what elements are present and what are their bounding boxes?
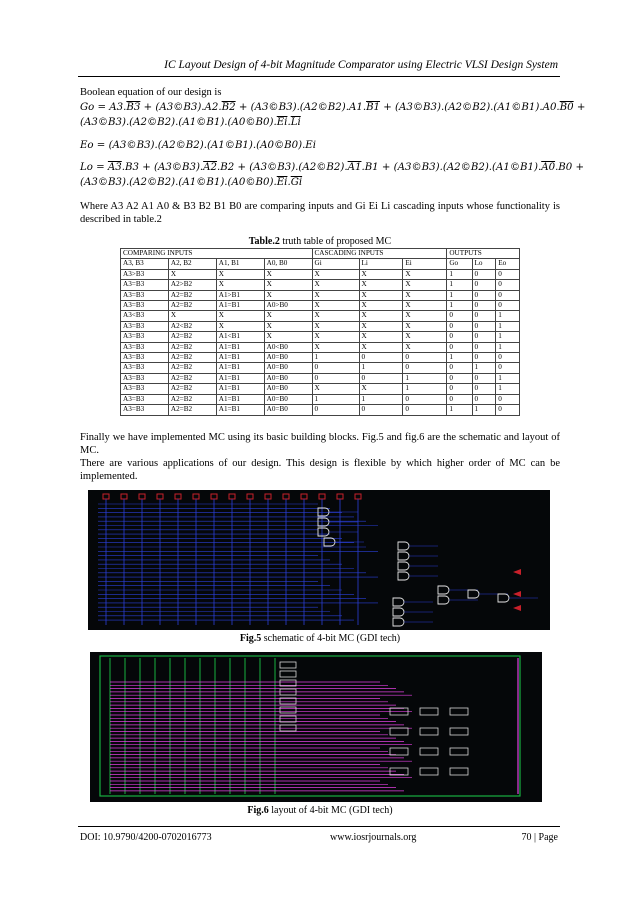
output-pin-marker bbox=[513, 569, 521, 575]
logic-gate-symbol bbox=[498, 594, 509, 602]
transistor-cell bbox=[390, 768, 408, 775]
equation-term: + (A3©B3).(A2©B2).(A1©B1).A0. bbox=[380, 102, 560, 113]
fig5-caption-text: schematic of 4-bit MC (GDI tech) bbox=[261, 633, 401, 644]
transistor-cell bbox=[420, 768, 438, 775]
truth-table bbox=[120, 248, 520, 416]
table-cell: X bbox=[403, 269, 447, 279]
equation-term: Go = bbox=[80, 102, 110, 113]
input-pin-marker bbox=[283, 494, 289, 499]
logic-gate-symbol bbox=[398, 562, 409, 570]
equation-term: A3 bbox=[107, 162, 122, 173]
table-cell: 1 bbox=[312, 394, 359, 404]
equation-term: . bbox=[287, 117, 291, 128]
table-cell: A2=B2 bbox=[168, 373, 216, 383]
table-cell: 0 bbox=[472, 342, 496, 352]
equation-term: A3. bbox=[109, 102, 127, 113]
equation-term: A2 bbox=[204, 102, 219, 113]
table-cell: X bbox=[264, 311, 312, 321]
equation-go-line2 bbox=[80, 115, 560, 130]
equation-term: . bbox=[218, 102, 222, 113]
table-cell: X bbox=[264, 332, 312, 342]
equation-term: B3 bbox=[126, 102, 141, 113]
output-pin-marker bbox=[513, 591, 521, 597]
table-cell: 1 bbox=[447, 353, 472, 363]
transistor-cell bbox=[450, 768, 468, 775]
table-cell: 0 bbox=[472, 269, 496, 279]
logic-gate-symbol bbox=[398, 552, 409, 560]
table-cell: X bbox=[359, 384, 403, 394]
table-cell: X bbox=[216, 311, 264, 321]
logic-gate-symbol bbox=[398, 542, 409, 550]
table-row bbox=[121, 405, 520, 415]
table-cell: A2=B2 bbox=[168, 332, 216, 342]
table-cell: 0 bbox=[496, 363, 520, 373]
equation-term: A2 bbox=[203, 162, 218, 173]
table-cell: X bbox=[312, 332, 359, 342]
table-cell: X bbox=[403, 332, 447, 342]
table-cell: 1 bbox=[496, 321, 520, 331]
table-row bbox=[121, 373, 520, 383]
table-cell: X bbox=[359, 342, 403, 352]
table-row bbox=[121, 290, 520, 300]
equation-lo-line1 bbox=[80, 160, 585, 175]
table-cell: X bbox=[264, 280, 312, 290]
input-pin-marker bbox=[139, 494, 145, 499]
table-cell: 0 bbox=[403, 363, 447, 373]
table-group-header: COMPARING INPUTS bbox=[121, 249, 313, 259]
table-group-header-row bbox=[121, 249, 520, 259]
equation-term: $\overline{Ei}$ bbox=[276, 177, 288, 188]
table-column-header: A0, B0 bbox=[264, 259, 312, 269]
table-cell: 0 bbox=[447, 363, 472, 373]
table-cell: 0 bbox=[312, 405, 359, 415]
table-cell: A1=B1 bbox=[216, 394, 264, 404]
figure-schematic bbox=[88, 490, 550, 630]
input-pin-marker bbox=[319, 494, 325, 499]
table-row bbox=[121, 363, 520, 373]
equation-term: A0 bbox=[541, 162, 556, 173]
table-cell: 1 bbox=[447, 405, 472, 415]
equation-go-line1 bbox=[80, 100, 586, 115]
table-cell: 1 bbox=[496, 332, 520, 342]
equation-term: $\overline{Gi}$ bbox=[290, 177, 303, 188]
table-cell: 0 bbox=[472, 373, 496, 383]
table-cell: A0=B0 bbox=[264, 353, 312, 363]
logic-gate-symbol bbox=[398, 572, 409, 580]
fig5-label: Fig.5 bbox=[239, 633, 262, 644]
table-cell: 0 bbox=[472, 384, 496, 394]
table-cell: A1=B1 bbox=[216, 301, 264, 311]
equation-term: B2 bbox=[221, 102, 236, 113]
equation-term: B1 bbox=[366, 102, 381, 113]
table-cell: X bbox=[168, 311, 216, 321]
logic-gate-symbol bbox=[318, 508, 329, 516]
equation-term: B0 bbox=[559, 102, 574, 113]
equation-term: + bbox=[573, 102, 586, 113]
applications-paragraph: There are various applications of our design. This design is flexible by which higher order of MC can be implemented. bbox=[80, 458, 560, 482]
table-row bbox=[121, 342, 520, 352]
table-cell: X bbox=[403, 290, 447, 300]
input-pin-marker bbox=[121, 494, 127, 499]
table-cell: 1 bbox=[447, 280, 472, 290]
table-cell: 0 bbox=[472, 321, 496, 331]
table-row bbox=[121, 384, 520, 394]
table-column-header: A2, B2 bbox=[168, 259, 216, 269]
table-cell: X bbox=[216, 280, 264, 290]
table-cell: X bbox=[359, 280, 403, 290]
table-cell: 0 bbox=[447, 394, 472, 404]
input-pin-marker bbox=[265, 494, 271, 499]
table-cell: A3=B3 bbox=[121, 321, 169, 331]
table-column-header: Lo bbox=[472, 259, 496, 269]
transistor-cell bbox=[450, 748, 468, 755]
header-rule bbox=[78, 76, 560, 77]
table-row bbox=[121, 311, 520, 321]
table-cell: A2=B2 bbox=[168, 363, 216, 373]
table-cell: X bbox=[312, 321, 359, 331]
table-cell: 0 bbox=[359, 353, 403, 363]
fig5-caption bbox=[80, 633, 560, 644]
table-cell: 0 bbox=[496, 353, 520, 363]
table-cell: 1 bbox=[447, 301, 472, 311]
table-cell: 1 bbox=[403, 384, 447, 394]
table-cell: A1=B1 bbox=[216, 342, 264, 352]
transistor-cell bbox=[280, 671, 296, 677]
table-cell: 1 bbox=[312, 353, 359, 363]
table-cell: A3=B3 bbox=[121, 405, 169, 415]
table-cell: A1=B1 bbox=[216, 405, 264, 415]
logic-gate-symbol bbox=[468, 590, 479, 598]
table-cell: A3=B3 bbox=[121, 394, 169, 404]
table-column-header: A3, B3 bbox=[121, 259, 169, 269]
table-cell: 0 bbox=[496, 269, 520, 279]
table-cell: X bbox=[312, 301, 359, 311]
equation-term: A1 bbox=[347, 162, 362, 173]
table-cell: A1=B1 bbox=[216, 353, 264, 363]
table-cell: 0 bbox=[472, 332, 496, 342]
table-cell: A2=B2 bbox=[168, 384, 216, 394]
table-cell: X bbox=[168, 269, 216, 279]
table-cell: 0 bbox=[472, 290, 496, 300]
table-cell: A2=B2 bbox=[168, 405, 216, 415]
table-cell: 0 bbox=[472, 301, 496, 311]
input-pin-marker bbox=[247, 494, 253, 499]
logic-gate-symbol bbox=[393, 598, 404, 606]
table-cell: 0 bbox=[472, 394, 496, 404]
equation-term: $\overline{Ei}$ bbox=[276, 117, 288, 128]
table-cell: 1 bbox=[496, 384, 520, 394]
input-pin-marker bbox=[355, 494, 361, 499]
table-cell: X bbox=[264, 269, 312, 279]
table-cell: X bbox=[359, 301, 403, 311]
table-cell: X bbox=[359, 321, 403, 331]
equation-term: + (A3©B3). bbox=[140, 102, 205, 113]
transistor-cell bbox=[390, 748, 408, 755]
table-cell: 0 bbox=[447, 311, 472, 321]
table-cell: A0=B0 bbox=[264, 394, 312, 404]
table-cell: X bbox=[359, 290, 403, 300]
table-cell: A0>B0 bbox=[264, 301, 312, 311]
table-cell: 0 bbox=[496, 301, 520, 311]
table-column-header: Gi bbox=[312, 259, 359, 269]
table-cell: 1 bbox=[403, 373, 447, 383]
table-cell: 1 bbox=[496, 373, 520, 383]
table-cell: X bbox=[216, 321, 264, 331]
logic-gate-symbol bbox=[393, 618, 404, 626]
table-cell: A1=B1 bbox=[216, 363, 264, 373]
table-cell: A3<B3 bbox=[121, 311, 169, 321]
table-cell: A2=B2 bbox=[168, 394, 216, 404]
transistor-cell bbox=[420, 748, 438, 755]
transistor-cell bbox=[280, 698, 296, 704]
input-pin-marker bbox=[193, 494, 199, 499]
table-cell: A0=B0 bbox=[264, 373, 312, 383]
where-paragraph: Where A3 A2 A1 A0 & B3 B2 B1 B0 are comparing inputs and Gi Ei Li cascading inputs whose functionality is described in table.2 bbox=[80, 201, 560, 225]
table-cell: A3=B3 bbox=[121, 342, 169, 352]
table-cell: X bbox=[403, 301, 447, 311]
intro-text: Boolean equation of our design is bbox=[80, 87, 222, 98]
table-header-row bbox=[121, 259, 520, 269]
running-title: IC Layout Design of 4-bit Magnitude Comparator using Electric VLSI Design System bbox=[164, 59, 558, 71]
equation-term: (A3©B3).(A2©B2).(A1©B1).(A0©B0). bbox=[80, 177, 277, 188]
table-cell: X bbox=[312, 269, 359, 279]
table-cell: 0 bbox=[359, 405, 403, 415]
table-cell: X bbox=[359, 269, 403, 279]
table-cell: 1 bbox=[359, 363, 403, 373]
table-cell: A1<B1 bbox=[216, 332, 264, 342]
table-cell: A2=B2 bbox=[168, 353, 216, 363]
table-cell: 0 bbox=[403, 405, 447, 415]
logic-gate-symbol bbox=[318, 528, 329, 536]
logic-gate-symbol bbox=[324, 538, 335, 546]
table-cell: A3=B3 bbox=[121, 353, 169, 363]
fig6-label: Fig.6 bbox=[247, 805, 269, 816]
table-cell: 0 bbox=[312, 363, 359, 373]
finally-paragraph: Finally we have implemented MC using its basic building blocks. Fig.5 and fig.6 are the schematic and layout of MC. bbox=[80, 432, 560, 456]
input-pin-marker bbox=[301, 494, 307, 499]
table-cell: 0 bbox=[447, 321, 472, 331]
table-cell: 0 bbox=[447, 342, 472, 352]
table-cell: 0 bbox=[496, 405, 520, 415]
table-cell: X bbox=[312, 342, 359, 352]
footer-site: www.iosrjournals.org bbox=[330, 832, 417, 843]
table-cell: 0 bbox=[472, 311, 496, 321]
table-column-header: A1, B1 bbox=[216, 259, 264, 269]
table-row bbox=[121, 280, 520, 290]
equation-lo-line2 bbox=[80, 175, 560, 190]
fig6-caption bbox=[80, 805, 560, 816]
table-cell: X bbox=[312, 311, 359, 321]
table-cell: X bbox=[312, 384, 359, 394]
table-column-header: Li bbox=[359, 259, 403, 269]
table-row bbox=[121, 269, 520, 279]
table-cell: X bbox=[312, 280, 359, 290]
table-caption bbox=[80, 236, 560, 247]
table-cell: 0 bbox=[472, 280, 496, 290]
table-cell: X bbox=[264, 321, 312, 331]
table-cell: 1 bbox=[472, 405, 496, 415]
table-cell: 1 bbox=[447, 290, 472, 300]
equation-term: . bbox=[287, 177, 291, 188]
transistor-cell bbox=[280, 662, 296, 668]
input-pin-marker bbox=[175, 494, 181, 499]
table-cell: A2=B2 bbox=[168, 301, 216, 311]
transistor-cell bbox=[450, 728, 468, 735]
table-cell: 0 bbox=[472, 353, 496, 363]
table-cell: A3=B3 bbox=[121, 280, 169, 290]
input-pin-marker bbox=[103, 494, 109, 499]
equation-term: .B3 + (A3©B3). bbox=[121, 162, 204, 173]
table-cell: A0=B0 bbox=[264, 384, 312, 394]
table-cell: X bbox=[264, 290, 312, 300]
input-pin-marker bbox=[157, 494, 163, 499]
table-column-header: Eo bbox=[496, 259, 520, 269]
fig6-caption-text: layout of 4-bit MC (GDI tech) bbox=[268, 805, 393, 816]
transistor-cell bbox=[280, 707, 296, 713]
figure-layout bbox=[90, 652, 542, 802]
table-cell: 0 bbox=[496, 280, 520, 290]
table-cell: A0<B0 bbox=[264, 342, 312, 352]
transistor-cell bbox=[390, 728, 408, 735]
table-cell: 0 bbox=[312, 373, 359, 383]
logic-gate-symbol bbox=[318, 518, 329, 526]
table-cell: X bbox=[216, 269, 264, 279]
transistor-cell bbox=[450, 708, 468, 715]
table-row bbox=[121, 353, 520, 363]
table-cell: A3=B3 bbox=[121, 363, 169, 373]
table-cell: A3=B3 bbox=[121, 332, 169, 342]
input-pin-marker bbox=[337, 494, 343, 499]
logic-gate-symbol bbox=[393, 608, 404, 616]
logic-gate-symbol bbox=[438, 586, 449, 594]
table-cell: 1 bbox=[359, 394, 403, 404]
table-cell: 0 bbox=[496, 394, 520, 404]
equation-term: + (A3©B3).(A2©B2).A1. bbox=[235, 102, 367, 113]
table-cell: A1=B1 bbox=[216, 384, 264, 394]
table-cell: 0 bbox=[359, 373, 403, 383]
table-cell: A2=B2 bbox=[168, 342, 216, 352]
table-cell: A1>B1 bbox=[216, 290, 264, 300]
logic-gate-symbol bbox=[438, 596, 449, 604]
table-cell: X bbox=[403, 311, 447, 321]
table-cell: A2>B2 bbox=[168, 280, 216, 290]
table-cell: A3=B3 bbox=[121, 301, 169, 311]
table-cell: X bbox=[403, 321, 447, 331]
table-cell: A3=B3 bbox=[121, 384, 169, 394]
table-row bbox=[121, 301, 520, 311]
table-row bbox=[121, 394, 520, 404]
transistor-cell bbox=[420, 728, 438, 735]
footer-doi: DOI: 10.9790/4200-0702016773 bbox=[80, 832, 212, 843]
table-cell: 1 bbox=[447, 269, 472, 279]
equation-term: $\overline{Li}$ bbox=[290, 117, 301, 128]
table-cell: 0 bbox=[447, 332, 472, 342]
table-column-header: Ei bbox=[403, 259, 447, 269]
table-row bbox=[121, 321, 520, 331]
footer-page: 70 | Page bbox=[521, 832, 558, 843]
table-row bbox=[121, 332, 520, 342]
table-cell: A0=B0 bbox=[264, 363, 312, 373]
table-cell: A0=B0 bbox=[264, 405, 312, 415]
table-cell: 0 bbox=[447, 373, 472, 383]
table-cell: A1=B1 bbox=[216, 373, 264, 383]
equation-term: Lo = bbox=[80, 162, 108, 173]
table-cell: 1 bbox=[472, 363, 496, 373]
table-cell: X bbox=[403, 342, 447, 352]
table-cell: 1 bbox=[496, 342, 520, 352]
table-cell: X bbox=[403, 280, 447, 290]
equation-term: .B1 + (A3©B3).(A2©B2).(A1©B1). bbox=[361, 162, 542, 173]
transistor-cell bbox=[280, 716, 296, 722]
table-cell: 1 bbox=[496, 311, 520, 321]
equation-term: .B0 + bbox=[555, 162, 585, 173]
input-pin-marker bbox=[229, 494, 235, 499]
table-cell: A3=B3 bbox=[121, 290, 169, 300]
equation-term: .B2 + (A3©B3).(A2©B2). bbox=[217, 162, 348, 173]
table-column-header: Go bbox=[447, 259, 472, 269]
transistor-cell bbox=[420, 708, 438, 715]
layout-drawing bbox=[90, 652, 542, 802]
table-cell: A3>B3 bbox=[121, 269, 169, 279]
input-pin-marker bbox=[211, 494, 217, 499]
equation-eo bbox=[80, 138, 560, 153]
table-cell: A2=B2 bbox=[168, 290, 216, 300]
table-group-header: CASCADING INPUTS bbox=[312, 249, 447, 259]
footer-rule bbox=[78, 826, 560, 827]
output-pin-marker bbox=[513, 605, 521, 611]
equation-term: Eo = (A3©B3).(A2©B2).(A1©B1).(A0©B0).Ei bbox=[80, 140, 317, 151]
equation-term: (A3©B3).(A2©B2).(A1©B1).(A0©B0). bbox=[80, 117, 277, 128]
table-caption-label: Table.2 bbox=[248, 236, 280, 247]
table-cell: X bbox=[312, 290, 359, 300]
table-cell: 0 bbox=[447, 384, 472, 394]
table-cell: 0 bbox=[403, 353, 447, 363]
schematic-drawing bbox=[88, 490, 550, 630]
table-cell: 0 bbox=[403, 394, 447, 404]
table-caption-text: truth table of proposed MC bbox=[279, 236, 392, 247]
table-cell: 0 bbox=[496, 290, 520, 300]
table-group-header: OUTPUTS bbox=[447, 249, 520, 259]
table-cell: X bbox=[359, 311, 403, 321]
table-cell: X bbox=[359, 332, 403, 342]
table-cell: A3=B3 bbox=[121, 373, 169, 383]
table-cell: A2<B2 bbox=[168, 321, 216, 331]
